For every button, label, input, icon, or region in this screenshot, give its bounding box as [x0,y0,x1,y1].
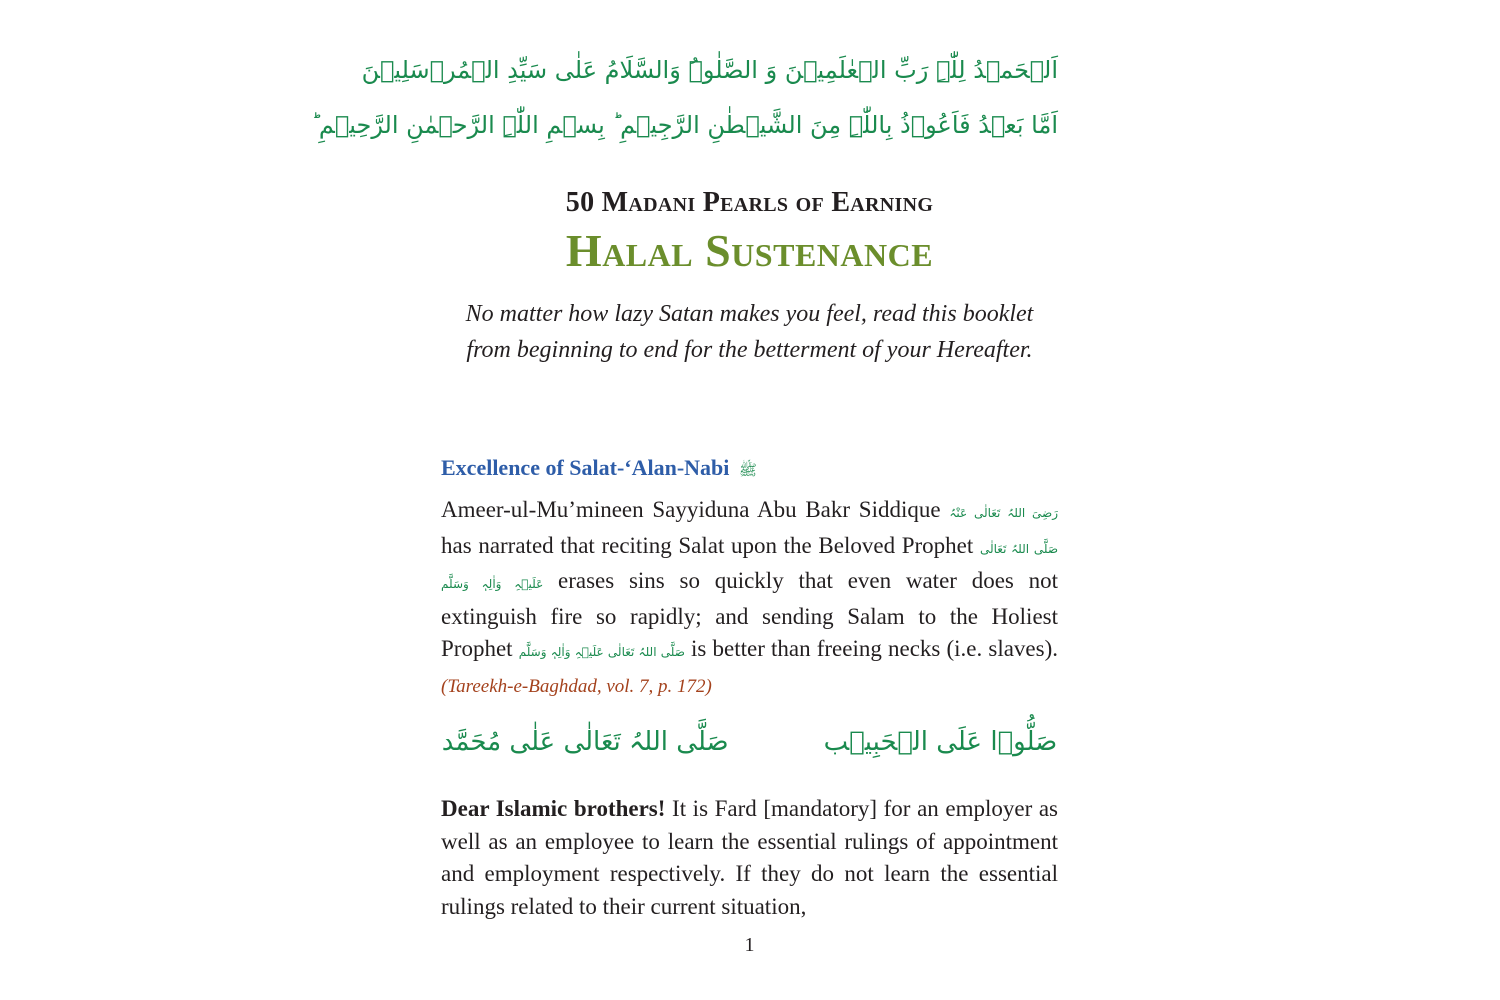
paragraph-salat-excellence [441,494,1058,704]
paragraph-text-4: is better than freeing necks (i.e. slaves). [691,636,1059,662]
section-heading-text: Excellence of Salat-‘Alan-Nabi [441,455,730,480]
intro-text: No matter how lazy Satan makes you feel, read this booklet from beginning to end for the betterment of your Hereafter. [465,301,1034,363]
salat-left-phrase: صَلَّی اللہُ تَعَالٰی عَلٰی مُحَمَّد [441,727,729,757]
bismillah-line: اَمَّا بَعۡدُ فَاَعُوۡذُ بِاللّٰہِ مِنَ الشَّیۡطٰنِ الرَّجِیۡمِ ؕ بِسۡمِ اللّٰہِ الرَّحۡمٰنِ الرَّحِیۡمِ ؕ [311,111,1058,139]
hamd-line: اَلۡحَمۡدُ لِلّٰہِ رَبِّ الۡعٰلَمِیۡنَ وَ الصَّلٰوۃُ وَالسَّلَامُ عَلٰی سَیِّدِ الۡمُرۡسَلِیۡنَ [361,56,1058,84]
reference-citation: (Tareekh-e-Baghdad, vol. 7, p. 172) [441,675,712,697]
honorific-radi-allah: رَضِیَ اللہُ تَعَالٰی عَنْہُ [949,506,1058,520]
paragraph-islamic-brothers [441,793,1058,923]
section-heading [441,452,1058,486]
booklet-subtitle: 50 Madani Pearls of Earning [565,187,934,218]
salat-alan-nabi-line [441,722,1058,762]
booklet-title: Halal Sustenance [565,225,934,276]
paragraph-text-3: erases sins so quickly that even water does not extinguish fire so rapidly; and sending Salam to the Holiest Prophet [441,568,1058,662]
paragraph-text-2: has narrated that reciting Salat upon the Beloved Prophet [441,532,974,558]
salat-right-phrase: صَلُّوۡا عَلَی الۡحَبِیۡب [823,727,1058,757]
paragraph-text-1: Ameer-ul-Mu’mineen Sayyiduna Abu Bakr Siddique [441,497,941,522]
honorific-salawat-2: صَلَّی اللہُ تَعَالٰی عَلَیۡہِ وَاٰلِہٖ وَسَلَّم [518,645,685,660]
paragraph-bold-lead: Dear Islamic brothers! [441,796,666,821]
page-number: 1 [744,934,755,956]
paragraph-body: It is Fard [mandatory] for an employer as well as an employee to learn the essential rulings of appointment and employment respectively. If they do not learn the essential rulings related to their current situation, [441,796,1058,919]
heading-honorific-glyph: ﷺ [738,461,758,479]
honorific-salawat-1: صَلَّی اللہُ تَعَالٰی عَلَیۡہِ وَاٰلِہٖ وَسَلَّم [441,541,1059,592]
book-page [311,0,1059,1000]
